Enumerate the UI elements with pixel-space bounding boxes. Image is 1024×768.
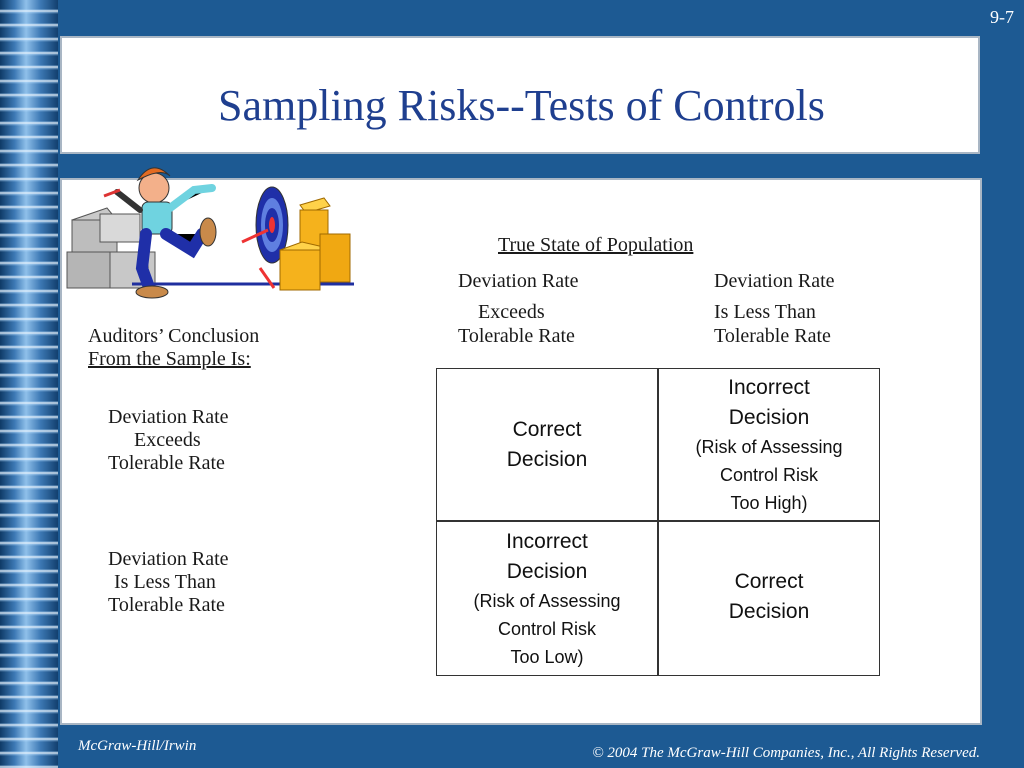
- cell-1-2-line3: (Risk of Assessing: [695, 437, 843, 457]
- cell-1-2-line5: Too High): [730, 493, 808, 513]
- row2-label-line1: Deviation Rate: [108, 548, 229, 570]
- row-header-line2: From the Sample Is:: [88, 348, 251, 370]
- matrix-horizontal-divider: [437, 520, 879, 522]
- cell-2-2-line2: Decision: [728, 600, 810, 623]
- cell-1-2-line4: Control Risk: [719, 465, 819, 485]
- slide-number: 9-7: [990, 7, 1014, 27]
- cell-2-1-line1: Incorrect: [506, 530, 588, 553]
- footer-copyright: © 2004 The McGraw-Hill Companies, Inc., All Rights Reserved.: [592, 745, 980, 761]
- cell-2-1-line2: Decision: [506, 560, 588, 583]
- left-decorative-stripe: [0, 0, 58, 768]
- cell-1-1-line1: Correct: [512, 418, 582, 441]
- population-header: True State of Population: [498, 234, 694, 256]
- col2-header-line3: Tolerable Rate: [714, 325, 831, 347]
- cell-1-2-line1: Incorrect: [728, 376, 810, 399]
- cell-correct-decision-2: [659, 567, 879, 627]
- col2-header-line2: Is Less Than: [714, 301, 816, 323]
- archer-clipart: [62, 150, 362, 300]
- cell-incorrect-too-high: [659, 373, 879, 517]
- cell-2-2-line1: Correct: [734, 570, 804, 593]
- col1-header-line2: Exceeds: [478, 301, 545, 323]
- row1-label-line1: Deviation Rate: [108, 406, 229, 428]
- title-panel: [60, 36, 980, 154]
- cell-2-1-line4: Control Risk: [497, 619, 597, 639]
- row1-label-line2: Exceeds: [134, 429, 201, 451]
- col1-header-line3: Tolerable Rate: [458, 325, 575, 347]
- row2-label-line3: Tolerable Rate: [108, 594, 225, 616]
- cell-incorrect-too-low: [437, 527, 657, 671]
- cell-2-1-line5: Too Low): [510, 647, 584, 667]
- row2-label-line2: Is Less Than: [114, 571, 216, 593]
- cell-1-2-line2: Decision: [728, 406, 810, 429]
- col2-header-line1: Deviation Rate: [714, 270, 835, 292]
- col1-header-line1: Deviation Rate: [458, 270, 579, 292]
- row1-label-line3: Tolerable Rate: [108, 452, 225, 474]
- content-panel: [60, 178, 982, 725]
- cell-2-1-line3: (Risk of Assessing: [473, 591, 621, 611]
- row-header-line1: Auditors’ Conclusion: [88, 325, 260, 347]
- cell-1-1-line2: Decision: [506, 448, 588, 471]
- decision-matrix: [436, 368, 880, 676]
- cell-correct-decision-1: [437, 415, 657, 475]
- footer-publisher: McGraw-Hill/Irwin: [78, 738, 197, 754]
- slide-title: Sampling Risks--Tests of Controls: [218, 81, 825, 130]
